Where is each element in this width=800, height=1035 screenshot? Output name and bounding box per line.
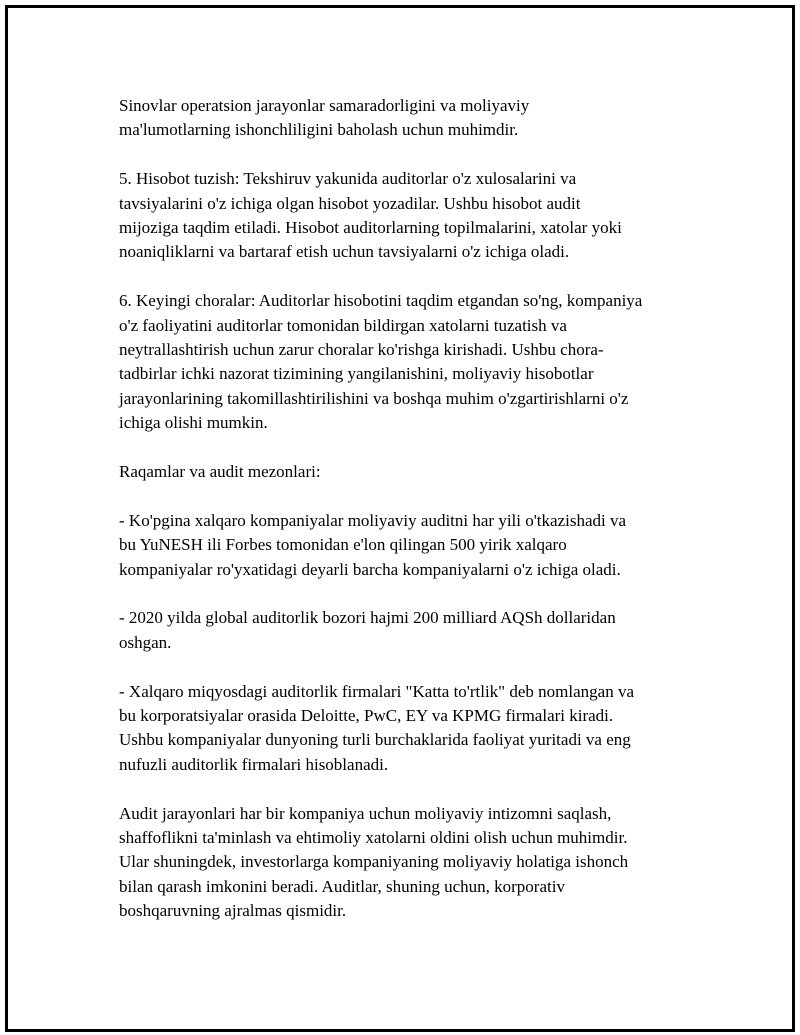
text-line: - Xalqaro miqyosdagi auditorlik firmalari "Katta to'rtlik" deb nomlangan va <box>119 681 634 701</box>
text-line: tavsiyalarini o'z ichiga olgan hisobot yozadilar. Ushbu hisobot audit <box>119 193 581 213</box>
section-heading-figures <box>119 460 709 484</box>
document-body <box>119 94 709 948</box>
text-line: ichiga olishi mumkin. <box>119 413 268 433</box>
text-line: nufuzli auditorlik firmalari hisoblanadi. <box>119 754 389 774</box>
bullet-annual-audits <box>119 509 709 582</box>
text-line: tadbirlar ichki nazorat tizimining yangilanishini, moliyaviy hisobotlar <box>119 364 594 384</box>
text-line: 6. Keyingi choralar: Auditorlar hisobotini taqdim etgandan so'ng, kompaniya <box>119 291 643 311</box>
text-line: ma'lumotlarning ishonchliligini baholash uchun muhimdir. <box>119 120 519 140</box>
text-line: - 2020 yilda global auditorlik bozori hajmi 200 milliard AQSh dollaridan <box>119 608 616 628</box>
paragraph-testing-summary <box>119 94 709 143</box>
text-line: neytrallashtirish uchun zarur choralar ko'rishga kirishadi. Ushbu chora- <box>119 340 604 360</box>
text-line: bu korporatsiyalar orasida Deloitte, PwC, EY va KPMG firmalari kiradi. <box>119 706 614 726</box>
text-line: oshgan. <box>119 632 172 652</box>
text-line: boshqaruvning ajralmas qismidir. <box>119 901 347 921</box>
text-line: Ushbu kompaniyalar dunyoning turli burchaklarida faoliyat yuritadi va eng <box>119 730 631 750</box>
text-line: Ular shuningdek, investorlarga kompaniyaning moliyaviy holatiga ishonch <box>119 852 629 872</box>
text-line: Sinovlar operatsion jarayonlar samaradorligini va moliyaviy <box>119 96 530 115</box>
text-line: Raqamlar va audit mezonlari: <box>119 462 321 482</box>
text-line: bu YuNESH ili Forbes tomonidan e'lon qilingan 500 yirik xalqaro <box>119 535 567 555</box>
paragraph-conclusion <box>119 802 709 924</box>
text-line: shaffoflikni ta'minlash va ehtimoliy xatolarni oldini olish uchun muhimdir. <box>119 828 628 848</box>
paragraph-follow-up <box>119 289 709 435</box>
paragraph-report-writing <box>119 167 709 265</box>
text-line: 5. Hisobot tuzish: Tekshiruv yakunida auditorlar o'z xulosalarini va <box>119 169 577 189</box>
text-line: jarayonlarining takomillashtirilishini va boshqa muhim o'zgartirishlarni o'z <box>119 388 629 408</box>
text-line: Audit jarayonlari har bir kompaniya uchun moliyaviy intizomni saqlash, <box>119 803 612 823</box>
text-line: bilan qarash imkonini beradi. Auditlar, shuning uchun, korporativ <box>119 876 565 896</box>
text-line: - Ko'pgina xalqaro kompaniyalar moliyaviy auditni har yili o'tkazishadi va <box>119 510 627 530</box>
bullet-big-four <box>119 680 709 778</box>
bullet-market-size <box>119 606 709 655</box>
text-line: mijoziga taqdim etiladi. Hisobot auditorlarning topilmalarini, xatolar yoki <box>119 218 622 238</box>
text-line: noaniqliklarni va bartaraf etish uchun tavsiyalarni o'z ichiga oladi. <box>119 242 570 262</box>
text-line: kompaniyalar ro'yxatidagi deyarli barcha kompaniyalarni o'z ichiga oladi. <box>119 559 621 579</box>
text-line: o'z faoliyatini auditorlar tomonidan bildirgan xatolarni tuzatish va <box>119 315 567 335</box>
